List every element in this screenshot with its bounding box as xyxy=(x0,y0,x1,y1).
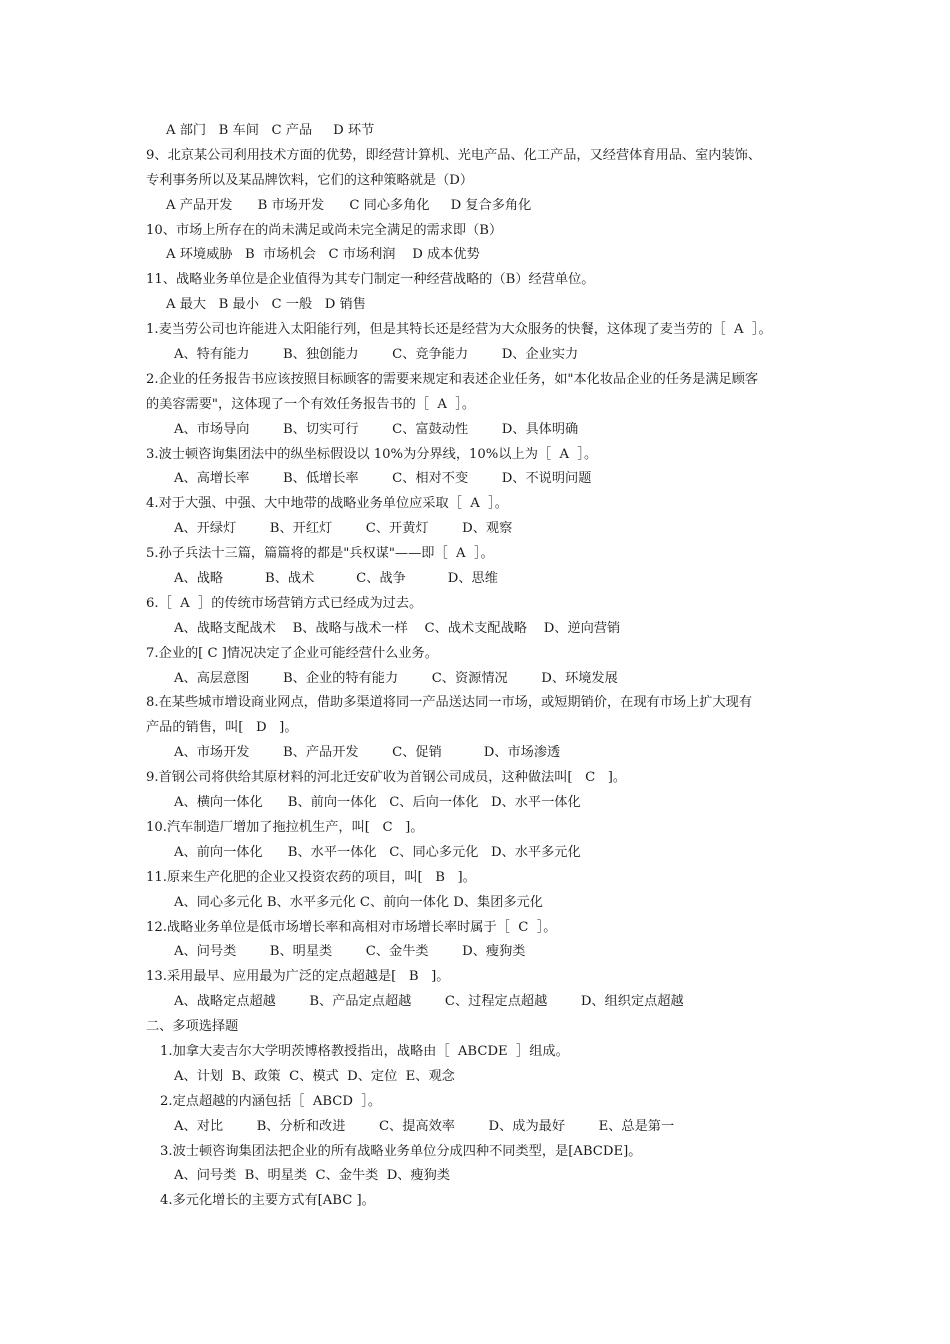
answer-options-line: A、高层意图 B、企业的特有能力 C、资源情况 D、环境发展 xyxy=(174,670,618,686)
question-line: 2.企业的任务报告书应该按照目标顾客的需要来规定和表述企业任务，如"本化妆品企业的任务是满足顾客 xyxy=(146,371,759,387)
answer-options-line: A、开绿灯 B、开红灯 C、开黄灯 D、观察 xyxy=(174,521,513,537)
question-line: 产品的销售，叫[ D ]。 xyxy=(146,720,298,736)
answer-options-line: A、对比 B、分析和改进 C、提高效率 D、成为最好 E、总是第一 xyxy=(174,1118,675,1134)
answer-options-line: A、高增长率 B、低增长率 C、相对不变 D、不说明问题 xyxy=(174,471,592,487)
question-line: 10.汽车制造厂增加了拖拉机生产，叫[ C ]。 xyxy=(146,819,424,835)
answer-options-line: A、同心多元化 B、水平多元化 C、前向一体化 D、集团多元化 xyxy=(174,894,543,910)
answer-options-line: A、市场开发 B、产品开发 C、促销 D、市场渗透 xyxy=(174,745,561,761)
question-line: 9、北京某公司利用技术方面的优势，即经营计算机、光电产品、化工产品，又经营体育用品、室内装饰、 xyxy=(146,147,762,163)
question-line: 1.加拿大麦吉尔大学明茨博格教授指出，战略由［ ABCDE ］组成。 xyxy=(160,1043,569,1059)
question-line: 13.采用最早、应用最为广泛的定点超越是[ B ]。 xyxy=(146,969,450,985)
question-line: 10、市场上所存在的尚未满足或尚未完全满足的需求即（B） xyxy=(146,222,503,238)
question-line: 11.原来生产化肥的企业又投资农药的项目，叫[ B ]。 xyxy=(146,869,476,885)
answer-options-line: A 部门 B 车间 C 产品 D 环节 xyxy=(166,123,375,138)
question-line: 1.麦当劳公司也许能进入太阳能行列，但是其特长还是经营为大众服务的快餐，这体现了麦当劳的［ A ］。 xyxy=(146,322,772,338)
answer-options-line: A、市场导向 B、切实可行 C、富鼓动性 D、具体明确 xyxy=(174,421,579,437)
question-line: 的美容需要"，这体现了一个有效任务报告书的［ A ］。 xyxy=(146,396,476,412)
answer-options-line: A、计划 B、政策 C、模式 D、定位 E、观念 xyxy=(174,1068,455,1084)
answer-options-line: A 产品开发 B 市场开发 C 同心多角化 D 复合多角化 xyxy=(166,197,532,213)
question-line: 5.孙子兵法十三篇，篇篇将的都是"兵权谋"——即［ A ］。 xyxy=(146,546,494,562)
question-line: 3.波士顿咨询集团法把企业的所有战略业务单位分成四种不同类型，是[ABCDE]。 xyxy=(160,1143,642,1159)
question-line: 12.战略业务单位是低市场增长率和高相对市场增长率时属于［ C ］。 xyxy=(146,919,557,935)
answer-options-line: A、问号类 B、明星类 C、金牛类 D、瘦狗类 xyxy=(174,1168,451,1184)
question-line: 4.多元化增长的主要方式有[ABC ]。 xyxy=(160,1193,375,1209)
answer-options-line: A、战略支配战术 B、战略与战术一样 C、战术支配战略 D、逆向营销 xyxy=(174,620,621,636)
answer-options-line: A、特有能力 B、独创能力 C、竞争能力 D、企业实力 xyxy=(174,347,579,363)
document-body xyxy=(146,119,826,1214)
section-heading: 二、多项选择题 xyxy=(146,1019,239,1035)
answer-options-line: A、横向一体化 B、前向一体化 C、后向一体化 D、水平一体化 xyxy=(174,795,581,811)
question-line: 8.在某些城市增设商业网点，借助多渠道将同一产品送达同一市场，或短期销价，在现有市场上扩大现有 xyxy=(146,695,753,711)
question-line: 9.首钢公司将供给其原材料的河北迁安矿收为首钢公司成员，这种做法叫[ C ]。 xyxy=(146,770,627,786)
answer-options-line: A、战略 B、战术 C、战争 D、思维 xyxy=(174,571,498,587)
answer-options-line: A、战略定点超越 B、产品定点超越 C、过程定点超越 D、组织定点超越 xyxy=(174,994,684,1010)
answer-options-line: A 环境威胁 B 市场机会 C 市场利润 D 成本优势 xyxy=(166,247,480,263)
answer-options-line: A、问号类 B、明星类 C、金牛类 D、瘦狗类 xyxy=(174,944,526,960)
answer-options-line: A 最大 B 最小 C 一般 D 销售 xyxy=(166,297,366,313)
question-line: 4.对于大强、中强、大中地带的战略业务单位应采取［ A ］。 xyxy=(146,496,508,512)
question-line: 7.企业的[ C ]情况决定了企业可能经营什么业务。 xyxy=(146,645,438,661)
question-line: 专利事务所以及某品牌饮料，它们的这种策略就是（D） xyxy=(146,172,474,188)
answer-options-line: A、前向一体化 B、水平一体化 C、同心多元化 D、水平多元化 xyxy=(174,844,581,860)
question-line: 6.［ A ］的传统市场营销方式已经成为过去。 xyxy=(146,595,423,611)
question-line: 11、战略业务单位是企业值得为其专门制定一种经营战略的（B）经营单位。 xyxy=(146,272,595,288)
question-line: 2.定点超越的内涵包括［ ABCD ］。 xyxy=(160,1093,382,1109)
question-line: 3.波士顿咨询集团法中的纵坐标假设以 10%为分界线，10%以上为［ A ］。 xyxy=(146,446,598,462)
